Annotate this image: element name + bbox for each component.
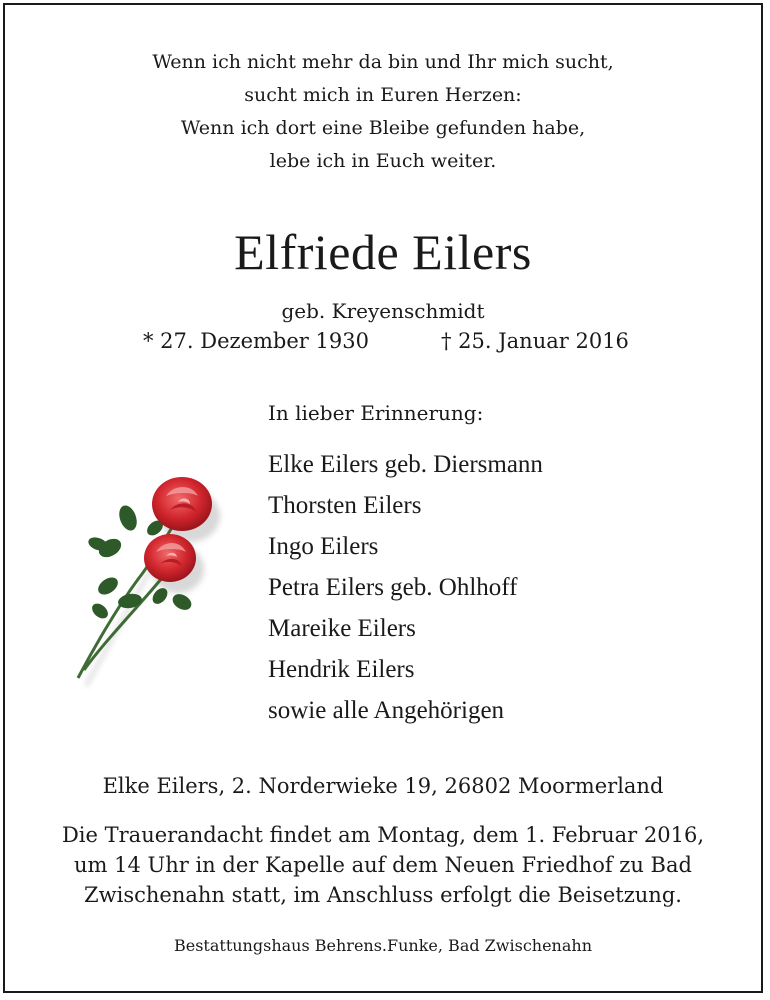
list-item: Hendrik Eilers	[268, 656, 415, 683]
contact-address: Elke Eilers, 2. Norderwieke 19, 26802 Moormerland	[102, 774, 664, 798]
poem-line: lebe ich in Euch weiter.	[269, 150, 497, 172]
death-date: † 25. Januar 2016	[441, 329, 629, 353]
birth-date: * 27. Dezember 1930	[143, 329, 369, 353]
poem-line: sucht mich in Euren Herzen:	[244, 84, 522, 106]
poem-line: Wenn ich dort eine Bleibe gefunden habe,	[180, 117, 586, 139]
list-item: Petra Eilers geb. Ohlhoff	[268, 574, 518, 601]
poem-line: Wenn ich nicht mehr da bin und Ihr mich sucht,	[152, 51, 614, 73]
list-item: Ingo Eilers	[268, 533, 379, 560]
birth-name: geb. Kreyenschmidt	[281, 299, 485, 323]
list-item: Thorsten Eilers	[268, 492, 422, 519]
rose-icon	[70, 466, 230, 696]
list-item: sowie alle Angehörigen	[268, 697, 505, 724]
memory-heading: In lieber Erinnerung:	[268, 401, 484, 425]
list-item: Elke Eilers geb. Diersmann	[268, 451, 543, 478]
service-info	[0, 820, 766, 910]
service-line: um 14 Uhr in der Kapelle auf dem Neuen Friedhof zu Bad	[74, 853, 692, 877]
service-line: Die Trauerandacht findet am Montag, dem 1. Februar 2016,	[61, 823, 705, 847]
poem	[0, 46, 766, 178]
deceased-name: Elfriede Eilers	[234, 224, 532, 280]
mourners-list	[268, 444, 543, 731]
list-item: Mareike Eilers	[268, 615, 416, 642]
funeral-home: Bestattungshaus Behrens.Funke, Bad Zwischenahn	[173, 936, 593, 955]
service-line: Zwischenahn statt, im Anschluss erfolgt die Beisetzung.	[84, 883, 682, 907]
